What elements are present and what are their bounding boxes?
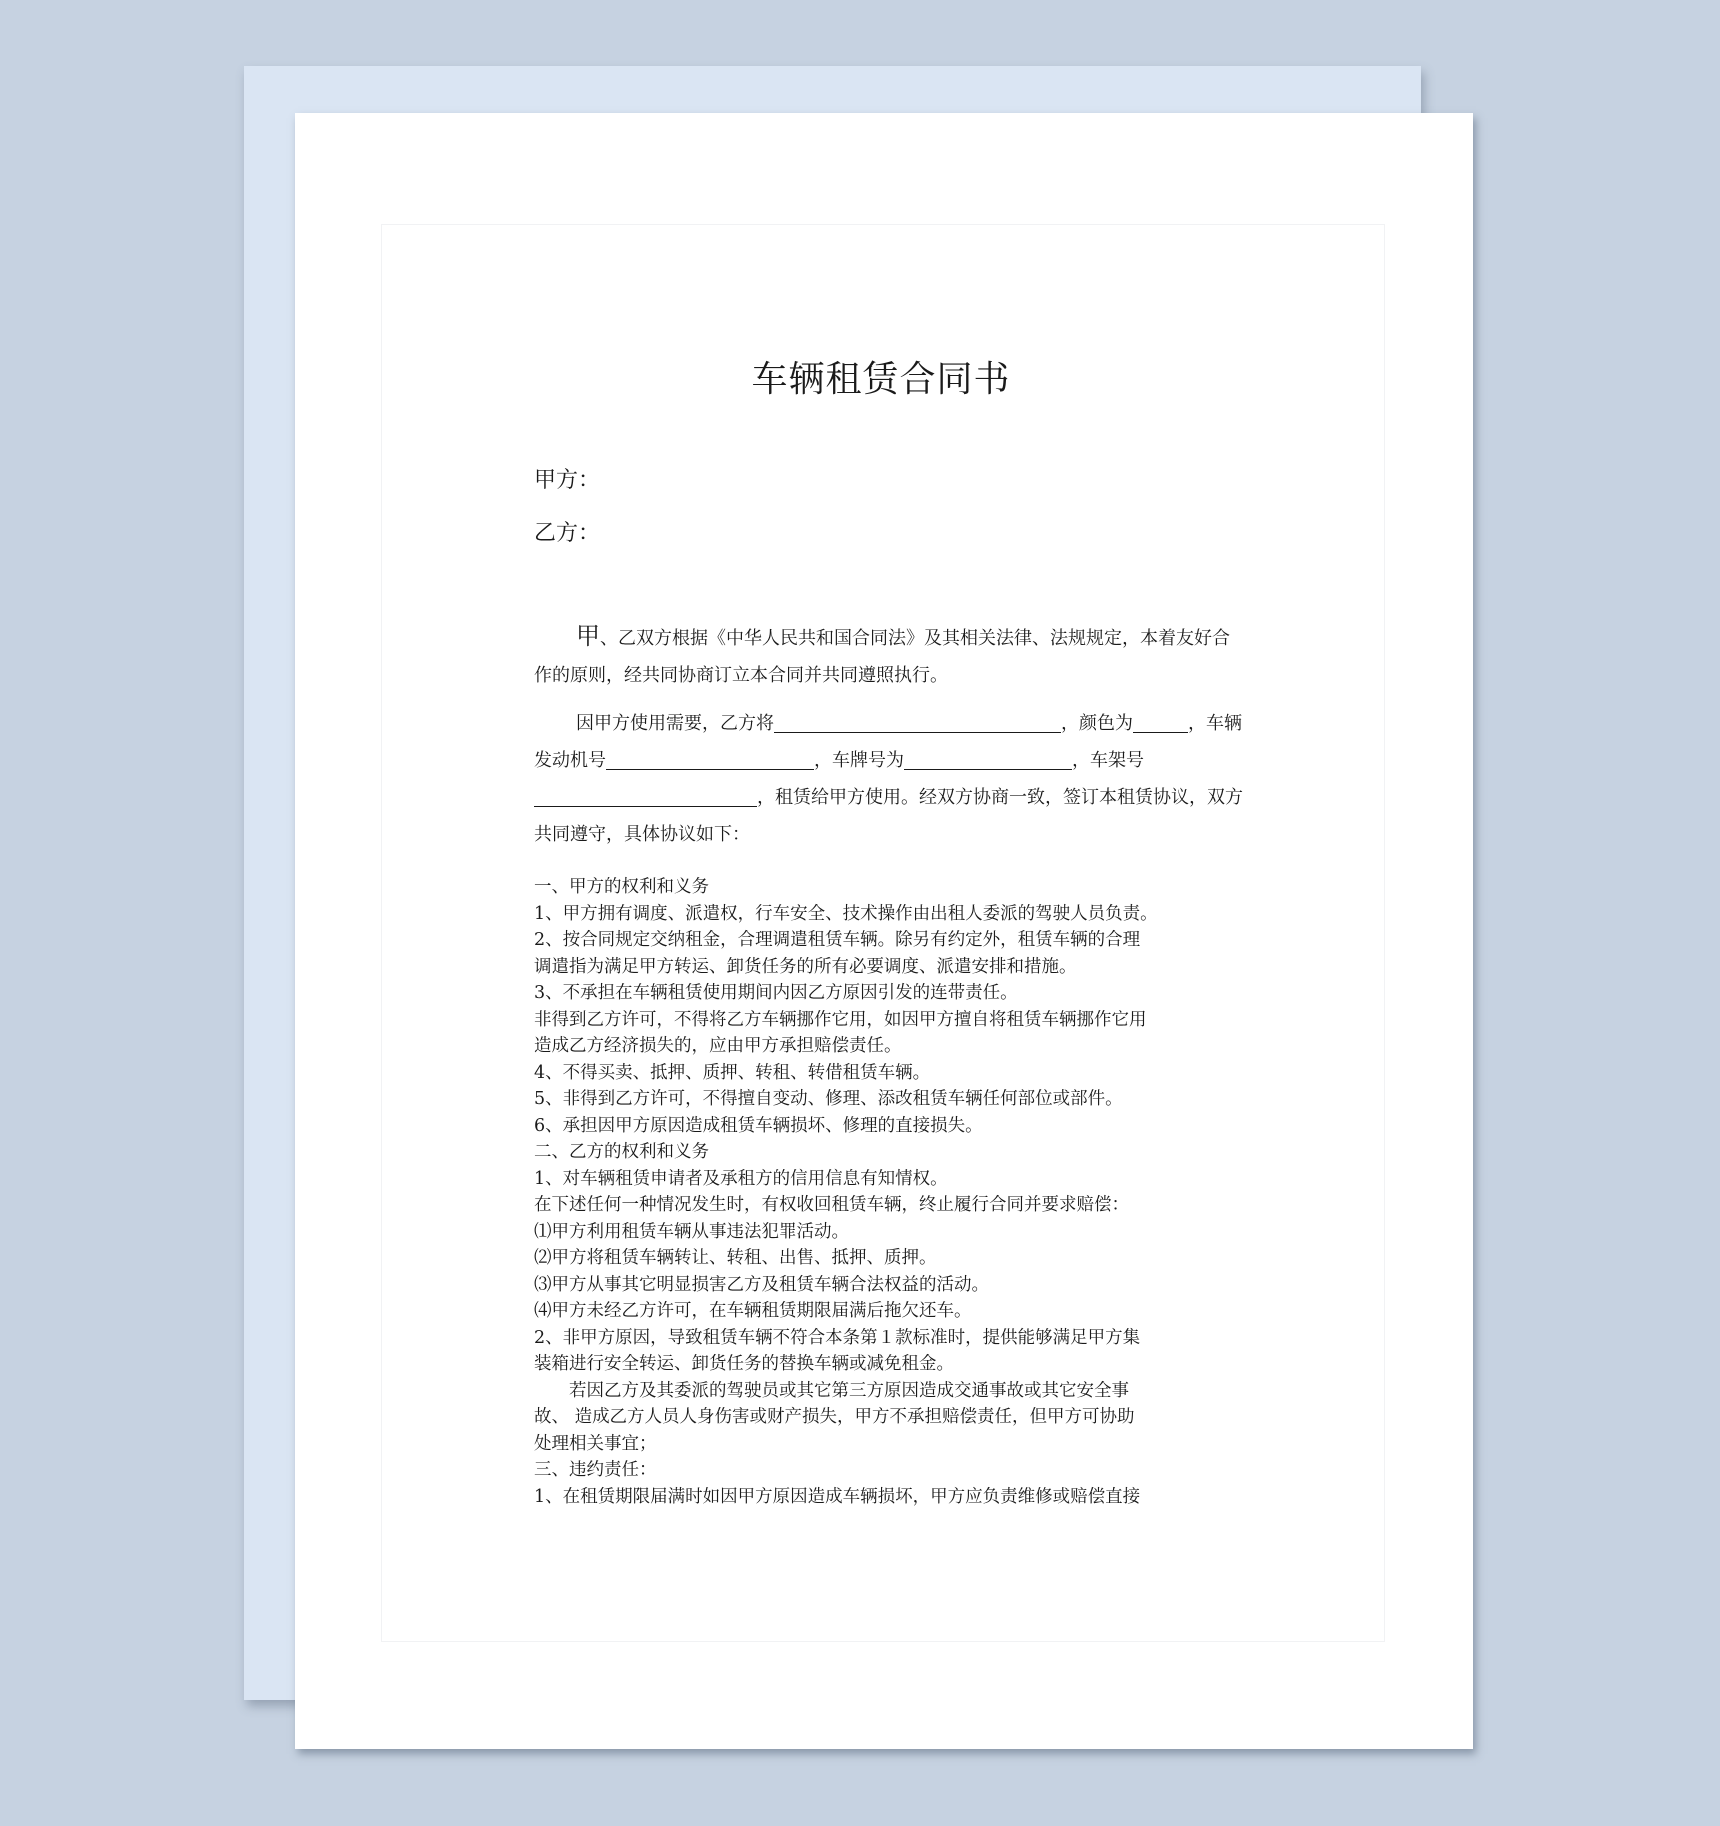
clause-line: 在下述任何一种情况发生时，有权收回租赁车辆，终止履行合同并要求赔偿：	[534, 1195, 1129, 1215]
clause-line: 2、按合同规定交纳租金，合理调遣租赁车辆。除另有约定外，租赁车辆的合理	[534, 930, 1141, 950]
clause-line: 1、在租赁期限届满时如因甲方原因造成车辆损坏，甲方应负责维修或赔偿直接	[534, 1486, 1141, 1507]
front-page-sheet	[295, 113, 1473, 1749]
lease-text-1: 因甲方使用需要，乙方将	[576, 713, 774, 734]
lease-paragraph	[534, 705, 1244, 853]
clause-line: 3、不承担在车辆租赁使用期间内因乙方原因引发的连带责任。	[534, 983, 1018, 1003]
clause-line: 故、 造成乙方人员人身伤害或财产损失，甲方不承担赔偿责任，但甲方可协助	[534, 1407, 1135, 1427]
clause-line: 5、非得到乙方许可，不得擅自变动、修理、添改租赁车辆任何部位或部件。	[534, 1089, 1123, 1109]
clause-line: 调遣指为满足甲方转运、卸货任务的所有必要调度、派遣安排和措施。	[534, 956, 1077, 977]
clause-line: 二、乙方的权利和义务	[534, 1142, 709, 1162]
lease-text-6: ，租赁给甲方使用。经双方协商一致，签订本租赁协议，双方共同遵守，具体协议如下：	[534, 787, 1243, 845]
vehicle-blank-field[interactable]	[774, 710, 1061, 733]
clause-line: 1、甲方拥有调度、派遣权，行车安全、技术操作由出租人委派的驾驶人员负责。	[534, 903, 1158, 924]
intro-first-char: 甲	[576, 622, 600, 650]
contract-clauses	[534, 874, 1246, 1510]
clause-line: ⑷甲方未经乙方许可，在车辆租赁期限届满后拖欠还车。	[534, 1301, 972, 1321]
clause-line: 造成乙方经济损失的，应由甲方承担赔偿责任。	[534, 1036, 902, 1056]
clause-line: 1、对车辆租赁申请者及承租方的信用信息有知情权。	[534, 1168, 948, 1189]
clause-line: 非得到乙方许可，不得将乙方车辆挪作它用，如因甲方擅自将租赁车辆挪作它用	[534, 1009, 1147, 1030]
color-blank-field[interactable]	[1133, 710, 1188, 733]
clause-line: 若因乙方及其委派的驾驶员或其它第三方原因造成交通事故或其它安全事	[534, 1380, 1129, 1401]
clause-line: 6、承担因甲方原因造成租赁车辆损坏、修理的直接损失。	[534, 1115, 983, 1136]
clause-line: 三、违约责任：	[534, 1460, 657, 1480]
clause-line: 4、不得买卖、抵押、质押、转租、转借租赁车辆。	[534, 1062, 931, 1083]
frame-number-blank-field[interactable]	[534, 784, 757, 807]
party-a-label: 甲方：	[534, 468, 601, 493]
lease-text-5: ，车架号	[1072, 750, 1144, 771]
clause-line: ⑶甲方从事其它明显损害乙方及租赁车辆合法权益的活动。	[534, 1274, 989, 1295]
lease-text-3: ，车辆发动机号	[534, 713, 1242, 771]
document-title: 车辆租赁合同书	[751, 359, 1011, 400]
party-b-label: 乙方：	[534, 521, 601, 546]
clause-line: 装箱进行安全转运、卸货任务的替换车辆或减免租金。	[534, 1354, 954, 1374]
clause-line: 一、甲方的权利和义务	[534, 877, 709, 897]
lease-text-4: ，车牌号为	[814, 750, 904, 771]
engine-number-blank-field[interactable]	[606, 747, 814, 770]
intro-paragraph	[534, 618, 1244, 694]
intro-text: 、乙双方根据《中华人民共和国合同法》及其相关法律、法规规定，本着友好合作的原则，经共同协商订立本合同并共同遵照执行。	[534, 628, 1230, 686]
lease-text-2: ，颜色为	[1061, 713, 1133, 734]
plate-number-blank-field[interactable]	[904, 747, 1072, 770]
clause-line: 处理相关事宜；	[534, 1433, 657, 1454]
clause-line: ⑵甲方将租赁车辆转让、转租、出售、抵押、质押。	[534, 1248, 937, 1268]
clause-line: 2、非甲方原因，导致租赁车辆不符合本条第１款标准时，提供能够满足甲方集	[534, 1327, 1141, 1348]
clause-line: ⑴甲方利用租赁车辆从事违法犯罪活动。	[534, 1221, 849, 1242]
